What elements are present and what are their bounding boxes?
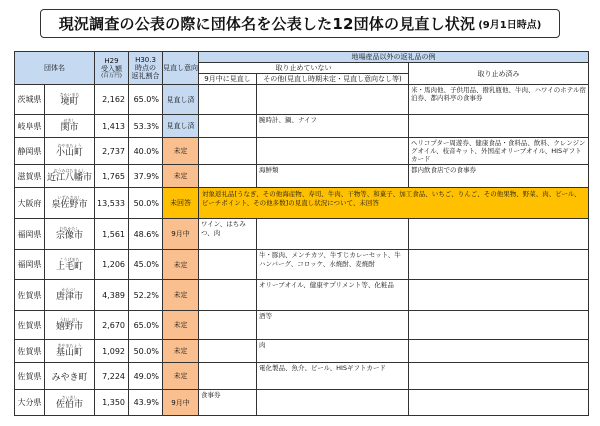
prefecture-cell: 福岡県 — [15, 250, 45, 280]
municipality-reading: さいきし — [61, 394, 78, 400]
municipality-reading: おうみはちまんし — [53, 168, 86, 174]
header-sep-review: 9月中に見直し — [199, 74, 257, 85]
ratio-cell: 43.9% — [129, 390, 163, 416]
amount-cell: 2,670 — [95, 311, 129, 340]
other-cell — [257, 85, 409, 115]
review-status-badge: 未定 — [163, 138, 199, 165]
prefecture-cell: 岐阜県 — [15, 115, 45, 138]
sep-review-cell — [199, 280, 257, 311]
table-row — [15, 280, 589, 311]
review-status-badge: 9月中 — [163, 390, 199, 416]
stopped-cell: ヘリコプター周遊券、健康食品・食料品、飲料、クレンジングオイル、枝音キット、外国産オリーブオイル、HISギフトカード — [409, 138, 589, 165]
amount-cell: 2,737 — [95, 138, 129, 165]
ratio-cell: 65.0% — [129, 311, 163, 340]
table-row — [15, 250, 589, 280]
municipality-cell — [45, 340, 95, 363]
municipality-cell — [45, 165, 95, 188]
ratio-cell: 53.3% — [129, 115, 163, 138]
ratio-cell: 49.0% — [129, 363, 163, 390]
amount-cell: 1,765 — [95, 165, 129, 188]
review-status-badge: 未定 — [163, 250, 199, 280]
amount-cell: 4,389 — [95, 280, 129, 311]
municipality-name: 小山町 — [55, 148, 83, 159]
stopped-cell — [409, 250, 589, 280]
table-row — [15, 115, 589, 138]
municipality-cell — [45, 188, 95, 219]
prefecture-cell: 佐賀県 — [15, 363, 45, 390]
header-not-stopped: 取り止めていない — [199, 63, 409, 74]
review-status-badge: 未定 — [163, 280, 199, 311]
ratio-cell: 37.9% — [129, 165, 163, 188]
amount-cell: 13,533 — [95, 188, 129, 219]
review-status-badge: 見直し済 — [163, 115, 199, 138]
other-cell — [257, 390, 409, 416]
municipality-name: 唐津市 — [55, 292, 83, 303]
other-cell — [257, 219, 409, 250]
review-status-table — [14, 51, 589, 416]
municipality-reading: せきし — [63, 118, 76, 123]
title-date-note: (9月1日時点) — [478, 20, 542, 31]
stopped-cell — [409, 311, 589, 340]
municipality-cell — [45, 280, 95, 311]
table-row — [15, 363, 589, 390]
header-examples: 地場産品以外の返礼品の例 — [199, 52, 589, 63]
municipality-reading: こうげまち — [59, 256, 80, 262]
amount-cell: 1,350 — [95, 390, 129, 416]
municipality-name: 佐伯市 — [55, 399, 83, 410]
other-cell: 酒等 — [257, 311, 409, 340]
amount-cell: 1,092 — [95, 340, 129, 363]
municipality-cell — [45, 138, 95, 165]
municipality-name: 宗像市 — [55, 231, 83, 242]
municipality-cell — [45, 250, 95, 280]
stopped-cell: 米・馬肉他、子供用品、撥乳瓶他、牛肉、ハワイのホテル宿泊券、都内料亭の食事券 — [409, 85, 589, 115]
sep-review-cell — [199, 340, 257, 363]
municipality-name: 泉佐野市 — [51, 200, 88, 211]
prefecture-cell: 大分県 — [15, 390, 45, 416]
municipality-reading: いずみさのし — [57, 195, 82, 201]
table-row — [15, 138, 589, 165]
table-row — [15, 311, 589, 340]
prefecture-cell: 大阪府 — [15, 188, 45, 219]
municipality-cell — [45, 390, 95, 416]
sep-review-cell — [199, 165, 257, 188]
stopped-cell — [409, 340, 589, 363]
prefecture-cell: 茨城県 — [15, 85, 45, 115]
table-row — [15, 188, 589, 219]
stopped-cell — [409, 390, 589, 416]
review-status-badge: 見直し済 — [163, 85, 199, 115]
ratio-cell: 52.2% — [129, 280, 163, 311]
stopped-cell — [409, 363, 589, 390]
municipality-reading: さかいまち — [59, 91, 80, 97]
stopped-cell: 都内飲食店での食事券 — [409, 165, 589, 188]
ratio-cell: 50.0% — [129, 188, 163, 219]
review-status-badge: 未定 — [163, 311, 199, 340]
other-cell: 腕時計、鍋、ナイフ — [257, 115, 409, 138]
other-cell: 肉 — [257, 340, 409, 363]
review-status-badge: 未定 — [163, 340, 199, 363]
amount-cell: 1,206 — [95, 250, 129, 280]
header-h30: H30.3 時点の 返礼割合 — [129, 52, 163, 85]
other-cell: 海鮮類 — [257, 165, 409, 188]
municipality-name: 関市 — [60, 123, 79, 133]
header-h29: H29 受入額 (百万円) — [95, 52, 129, 85]
page-title: 現況調査の公表の際に団体名を公表した12団体の見直し状況 — [58, 15, 476, 33]
table-row — [15, 165, 589, 188]
municipality-cell — [45, 219, 95, 250]
municipality-name: 近江八幡市 — [46, 173, 92, 184]
sep-review-cell — [199, 250, 257, 280]
sep-review-cell — [199, 311, 257, 340]
municipality-name: 嬉野市 — [55, 322, 83, 333]
prefecture-cell: 佐賀県 — [15, 280, 45, 311]
municipality-cell — [45, 363, 95, 390]
table-row — [15, 340, 589, 363]
ratio-cell: 48.6% — [129, 219, 163, 250]
prefecture-cell: 佐賀県 — [15, 311, 45, 340]
other-cell: 電化製品、魚介、ビール、HISギフトカード — [257, 363, 409, 390]
municipality-reading: うれしのし — [59, 317, 80, 323]
municipality-reading: むなかたし — [59, 226, 80, 232]
municipality-name: みやき町 — [51, 373, 88, 384]
municipality-cell — [45, 115, 95, 138]
sep-review-cell — [199, 363, 257, 390]
ratio-cell: 40.0% — [129, 138, 163, 165]
header-review: 見直し意向 — [163, 52, 199, 85]
prefecture-cell: 福岡県 — [15, 219, 45, 250]
header-group: 団体名 — [15, 52, 95, 85]
municipality-reading: きやまちょう — [57, 343, 82, 349]
municipality-reading: からつし — [61, 287, 78, 293]
other-cell: オリーブオイル、健康サプリメント等、化粧品 — [257, 280, 409, 311]
prefecture-cell: 滋賀県 — [15, 165, 45, 188]
sep-review-cell — [199, 138, 257, 165]
municipality-name: 境町 — [60, 96, 79, 107]
prefecture-cell: 佐賀県 — [15, 340, 45, 363]
other-cell — [257, 138, 409, 165]
title-box — [40, 9, 560, 38]
table-row — [15, 85, 589, 115]
amount-cell: 7,224 — [95, 363, 129, 390]
review-status-badge: 未回答 — [163, 188, 199, 219]
sep-review-cell — [199, 115, 257, 138]
ratio-cell: 65.0% — [129, 85, 163, 115]
table-row — [15, 390, 589, 416]
amount-cell: 1,413 — [95, 115, 129, 138]
header-other: その他(見直し時期未定・見直し意向なし等) — [257, 74, 409, 85]
sep-review-cell: ワイン、はちみつ、肉 — [199, 219, 257, 250]
stopped-cell — [409, 280, 589, 311]
ratio-cell: 50.0% — [129, 340, 163, 363]
amount-cell: 2,162 — [95, 85, 129, 115]
municipality-reading: おやまちょう — [57, 143, 82, 149]
amount-cell: 1,561 — [95, 219, 129, 250]
unanswered-note-cell: 対象返礼品[うなぎ、その他海産物、寿司、牛肉、干物等、和菓子、加工食品、いちご、りんご、その他果物、野菜、肉、ビール、ビーチポイント、その他多数]の見直し状況について、未回答 — [199, 188, 589, 219]
ratio-cell: 45.0% — [129, 250, 163, 280]
table-row — [15, 219, 589, 250]
review-status-badge: 未定 — [163, 363, 199, 390]
stopped-cell — [409, 219, 589, 250]
table-body — [15, 85, 589, 416]
sep-review-cell: 食事券 — [199, 390, 257, 416]
municipality-cell — [45, 311, 95, 340]
header-stopped: 取り止め済み — [409, 63, 589, 85]
prefecture-cell: 静岡県 — [15, 138, 45, 165]
municipality-name: 基山町 — [55, 348, 83, 359]
review-status-badge: 9月中 — [163, 219, 199, 250]
other-cell: 牛・豚肉、メンチカツ、牛すじカレーセット、牛ハンバーグ、コロッケ、水焼酎、麦焼酎 — [257, 250, 409, 280]
municipality-cell — [45, 85, 95, 115]
sep-review-cell — [199, 85, 257, 115]
municipality-name: 上毛町 — [55, 261, 83, 272]
stopped-cell — [409, 115, 589, 138]
review-status-badge: 未定 — [163, 165, 199, 188]
